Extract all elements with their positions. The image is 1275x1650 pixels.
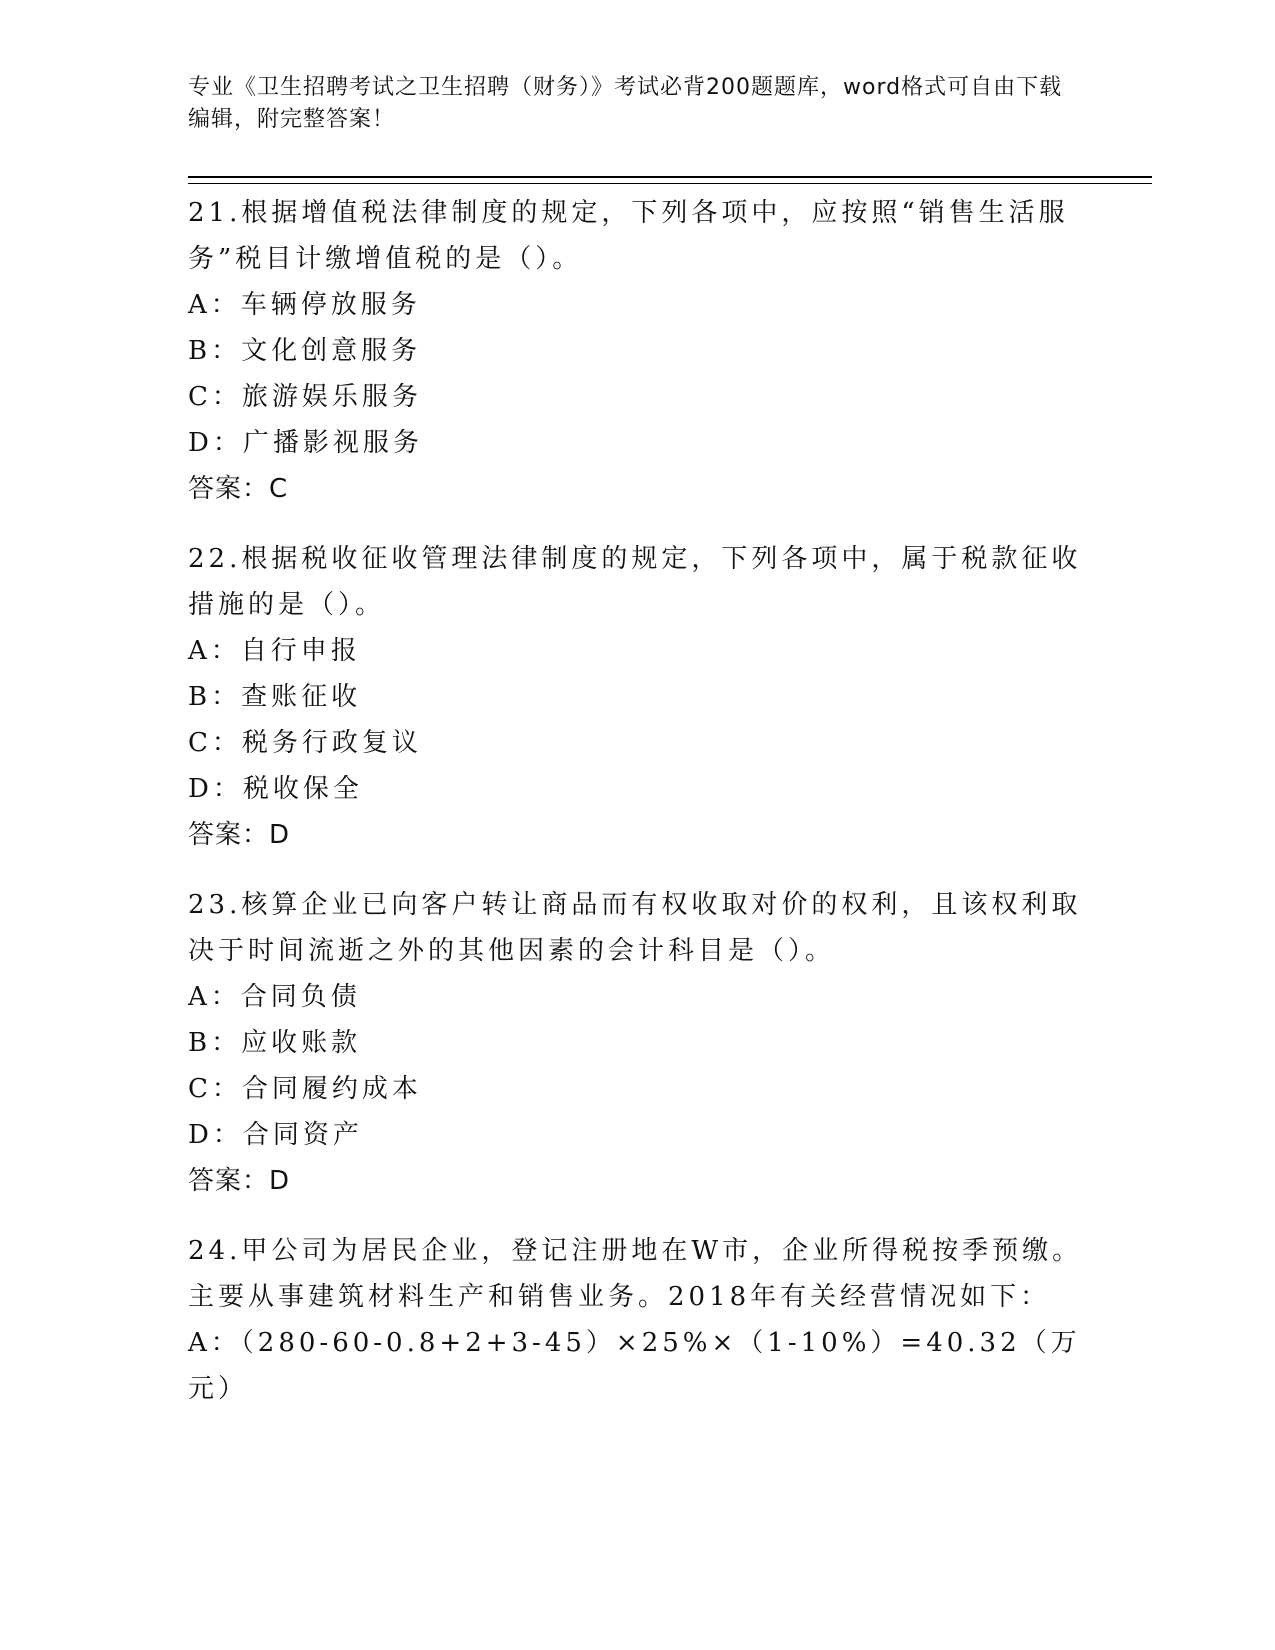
question-text: 21.根据增值税法律制度的规定，下列各项中，应按照“销售生活服务”税目计缴增值税的是（）。	[188, 198, 1069, 274]
option-a: A：自行申报	[188, 636, 361, 666]
question-21	[188, 190, 1088, 512]
option-d: D：税收保全	[188, 774, 363, 804]
document-header: 专业《卫生招聘考试之卫生招聘（财务）》考试必背200题题库，word格式可自由下载编辑，附完整答案！	[188, 75, 1063, 132]
answer-line: 答案：D	[188, 820, 291, 850]
question-24	[188, 1228, 1088, 1412]
option-d: D：合同资产	[188, 1120, 363, 1150]
question-22	[188, 536, 1088, 858]
answer-line: 答案：C	[188, 474, 289, 504]
option-c: C：税务行政复议	[188, 728, 422, 758]
header-rule-thin	[188, 183, 1152, 184]
option-c: C：合同履约成本	[188, 1074, 422, 1104]
question-list	[188, 190, 1088, 1436]
option-a: A：车辆停放服务	[188, 290, 421, 320]
header-rule-thick	[188, 176, 1152, 178]
question-text: 24.甲公司为居民企业，登记注册地在W市，企业所得税按季预缴。主要从事建筑材料生产和销售业务。2018年有关经营情况如下：	[188, 1236, 1083, 1312]
question-text: 22.根据税收征收管理法律制度的规定，下列各项中，属于税款征收措施的是（）。	[188, 544, 1082, 620]
option-c: C：旅游娱乐服务	[188, 382, 422, 412]
option-a: A：合同负债	[188, 982, 361, 1012]
option-b: B：应收账款	[188, 1028, 362, 1058]
option-b: B：文化创意服务	[188, 336, 422, 366]
question-text: 23.核算企业已向客户转让商品而有权收取对价的权利，且该权利取决于时间流逝之外的其他因素的会计科目是（）。	[188, 890, 1082, 966]
answer-line: 答案：D	[188, 1166, 291, 1196]
option-b: B：查账征收	[188, 682, 362, 712]
option-d: D：广播影视服务	[188, 428, 423, 458]
question-23	[188, 882, 1088, 1204]
option-a: A：（280-60-0.8+2+3-45）×25%×（1-10%）=40.32（万元）	[188, 1328, 1081, 1404]
